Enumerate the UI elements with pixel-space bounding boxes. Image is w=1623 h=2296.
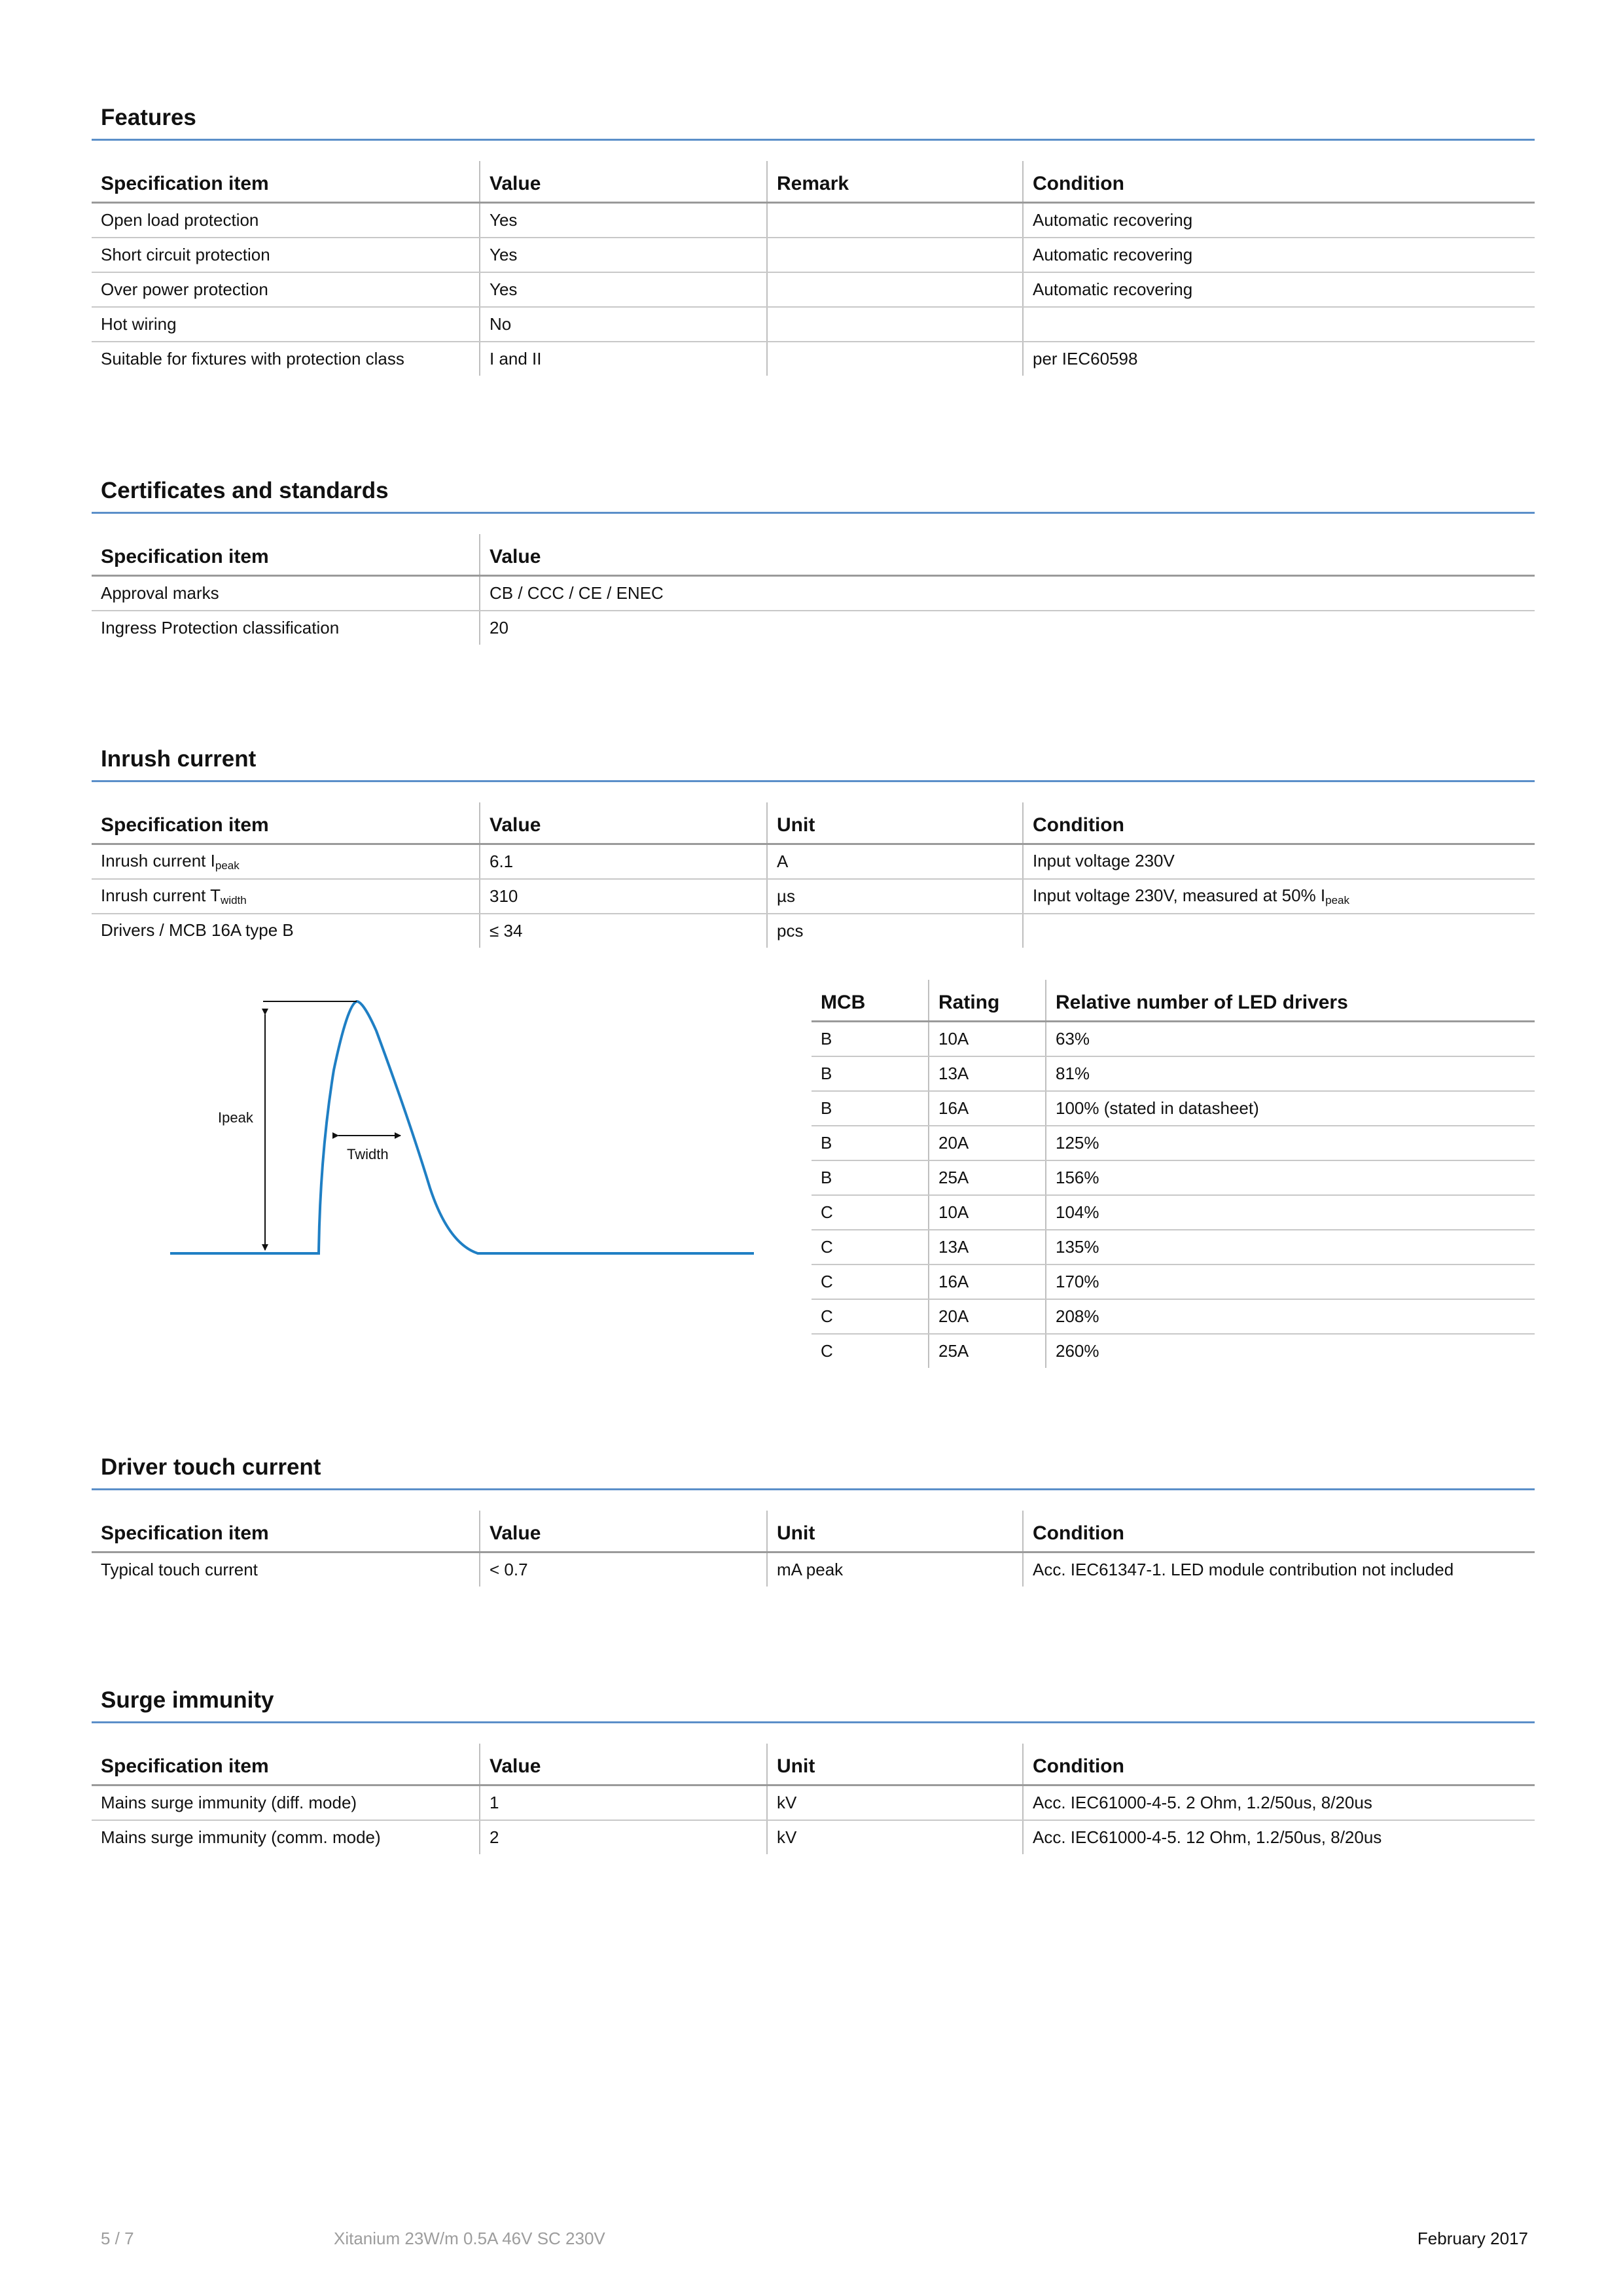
table-cell: Hot wiring <box>92 307 480 342</box>
column-header: Value <box>480 1511 767 1552</box>
column-header: Value <box>480 161 767 203</box>
condition-text: Input voltage 230V, measured at 50% I <box>1033 886 1326 905</box>
table-header-row <box>92 161 1535 203</box>
surge-immunity-title: Surge immunity <box>101 1687 274 1713</box>
twidth-label: Twidth <box>347 1146 389 1162</box>
table-row <box>92 1552 1535 1587</box>
table-cell: B <box>812 1056 929 1091</box>
waveform-curve <box>170 1001 754 1253</box>
table-cell: Yes <box>480 238 767 272</box>
column-header: Unit <box>767 1744 1023 1785</box>
features-table <box>92 161 1535 376</box>
touch-current-title: Driver touch current <box>101 1454 321 1480</box>
certificates-section <box>92 475 1535 645</box>
section-divider <box>92 1488 1535 1490</box>
table-cell: mA peak <box>767 1552 1023 1587</box>
table-cell <box>1023 879 1535 914</box>
table-cell: 2 <box>480 1820 767 1854</box>
table-cell: Suitable for fixtures with protection class <box>101 349 404 368</box>
column-header: MCB <box>812 980 929 1022</box>
table-cell: CB / CCC / CE / ENEC <box>480 576 1535 611</box>
table-row <box>92 272 1535 307</box>
table-cell: 13A <box>929 1056 1046 1091</box>
table-header-row <box>92 802 1535 844</box>
table-row <box>812 1091 1535 1126</box>
table-cell: 81% <box>1046 1056 1535 1091</box>
column-header: Remark <box>767 161 1023 203</box>
table-cell: < 0.7 <box>480 1552 767 1587</box>
mcb-table <box>812 980 1535 1368</box>
table-cell: 260% <box>1046 1334 1535 1368</box>
table-cell: 1 <box>480 1785 767 1821</box>
subscript: peak <box>1325 894 1350 906</box>
table-cell: Acc. IEC61000-4-5. 12 Ohm, 1.2/50us, 8/20us <box>1023 1820 1535 1854</box>
table-row <box>812 1334 1535 1368</box>
features-title: Features <box>101 105 196 130</box>
section-divider <box>92 1721 1535 1723</box>
spec-item-text: Inrush current T <box>101 886 221 905</box>
table-cell <box>767 307 1023 342</box>
table-row <box>92 1820 1535 1854</box>
table-cell: Approval marks <box>92 576 480 611</box>
table-cell: 20 <box>480 611 1535 645</box>
table-cell: Mains surge immunity (diff. mode) <box>92 1785 480 1821</box>
table-cell: ≤ 34 <box>480 914 767 948</box>
table-header-row <box>812 980 1535 1022</box>
touch-current-section <box>92 1452 1535 1587</box>
table-cell: 170% <box>1046 1265 1535 1299</box>
table-cell: 20A <box>929 1126 1046 1160</box>
table-cell: 25A <box>929 1160 1046 1195</box>
subscript: peak <box>215 859 240 872</box>
column-header: Rating <box>929 980 1046 1022</box>
column-header: Value <box>480 1744 767 1785</box>
ipeak-label: Ipeak <box>218 1109 253 1126</box>
table-row <box>812 1265 1535 1299</box>
table-cell: Yes <box>480 203 767 238</box>
table-cell: C <box>812 1195 929 1230</box>
table-cell <box>1023 914 1535 948</box>
table-cell <box>767 238 1023 272</box>
table-cell: 10A <box>929 1195 1046 1230</box>
condition-text: Input voltage 230V <box>1033 851 1175 870</box>
table-row <box>812 1160 1535 1195</box>
table-cell: Typical touch current <box>101 1560 258 1579</box>
table-cell: Automatic recovering <box>1023 272 1535 307</box>
table-cell <box>92 914 480 948</box>
table-row <box>812 1126 1535 1160</box>
table-header-row <box>92 534 1535 576</box>
column-header: Unit <box>767 1511 1023 1552</box>
subscript: width <box>221 894 247 906</box>
table-row <box>92 611 1535 645</box>
column-header: Specification item <box>92 534 480 576</box>
table-cell <box>92 879 480 914</box>
table-cell: Automatic recovering <box>1023 203 1535 238</box>
table-row <box>92 879 1535 914</box>
column-header: Specification item <box>92 1744 480 1785</box>
table-cell: Ingress Protection classification <box>101 618 340 637</box>
table-cell: 104% <box>1046 1195 1535 1230</box>
column-header: Condition <box>1023 1511 1535 1552</box>
table-cell: 6.1 <box>480 844 767 880</box>
column-header: Condition <box>1023 802 1535 844</box>
table-cell: 208% <box>1046 1299 1535 1334</box>
table-cell: Over power protection <box>92 272 480 307</box>
certificates-table <box>92 534 1535 645</box>
section-divider <box>92 512 1535 514</box>
column-header: Specification item <box>92 1511 480 1552</box>
inrush-title: Inrush current <box>101 746 257 772</box>
table-header-row <box>92 1744 1535 1785</box>
table-cell: 20A <box>929 1299 1046 1334</box>
table-cell: C <box>812 1230 929 1265</box>
publication-date: February 2017 <box>1417 2229 1528 2248</box>
table-row <box>812 1230 1535 1265</box>
table-row <box>92 914 1535 948</box>
table-cell: No <box>480 307 767 342</box>
table-cell: B <box>812 1126 929 1160</box>
column-header: Unit <box>767 802 1023 844</box>
table-cell: C <box>812 1265 929 1299</box>
table-row <box>92 342 1535 376</box>
product-name: Xitanium 23W/m 0.5A 46V SC 230V <box>334 2229 605 2248</box>
table-cell: per IEC60598 <box>1023 342 1535 376</box>
surge-immunity-section <box>92 1685 1535 1854</box>
table-cell: Automatic recovering <box>1023 238 1535 272</box>
table-cell: 135% <box>1046 1230 1535 1265</box>
column-header: Condition <box>1023 1744 1535 1785</box>
table-row <box>812 1299 1535 1334</box>
certificates-title: Certificates and standards <box>101 478 389 503</box>
table-cell: Yes <box>480 272 767 307</box>
table-cell: 310 <box>480 879 767 914</box>
surge-immunity-table <box>92 1744 1535 1854</box>
inrush-table <box>92 802 1535 948</box>
column-header: Specification item <box>92 161 480 203</box>
table-cell: Mains surge immunity (comm. mode) <box>101 1827 381 1847</box>
table-cell: 16A <box>929 1265 1046 1299</box>
spec-item-text: Inrush current I <box>101 851 215 870</box>
table-cell <box>767 272 1023 307</box>
inrush-waveform-diagram <box>167 992 759 1266</box>
touch-current-table <box>92 1511 1535 1587</box>
table-cell: kV <box>767 1820 1023 1854</box>
mcb-table-container <box>812 980 1535 1368</box>
table-cell: Acc. IEC61347-1. LED module contribution not included <box>1023 1552 1535 1587</box>
table-cell: C <box>821 1341 833 1361</box>
table-cell: C <box>812 1299 929 1334</box>
table-cell: pcs <box>767 914 1023 948</box>
table-row <box>92 238 1535 272</box>
table-row <box>92 203 1535 238</box>
table-cell: 100% (stated in datasheet) <box>1046 1091 1535 1126</box>
features-section <box>92 102 1535 376</box>
table-cell: 10A <box>929 1022 1046 1057</box>
page-number: 5 / 7 <box>101 2229 134 2248</box>
column-header: Value <box>480 802 767 844</box>
column-header: Condition <box>1023 161 1535 203</box>
column-header: Value <box>480 534 1535 576</box>
column-header: Relative number of LED drivers <box>1046 980 1535 1022</box>
spec-item-text: Drivers / MCB 16A type B <box>101 920 294 940</box>
table-header-row <box>92 1511 1535 1552</box>
table-cell: kV <box>767 1785 1023 1821</box>
table-cell: 25A <box>929 1334 1046 1368</box>
table-cell: A <box>767 844 1023 880</box>
table-cell: I and II <box>480 342 767 376</box>
column-header: Specification item <box>92 802 480 844</box>
table-row <box>92 1785 1535 1821</box>
table-row <box>812 1022 1535 1057</box>
inrush-section <box>92 744 1535 948</box>
table-cell <box>92 844 480 880</box>
table-cell: Acc. IEC61000-4-5. 2 Ohm, 1.2/50us, 8/20us <box>1023 1785 1535 1821</box>
table-cell <box>767 203 1023 238</box>
table-cell: 125% <box>1046 1126 1535 1160</box>
table-cell: 13A <box>929 1230 1046 1265</box>
table-cell <box>767 342 1023 376</box>
section-divider <box>92 139 1535 141</box>
table-cell: Short circuit protection <box>92 238 480 272</box>
table-row <box>92 307 1535 342</box>
table-cell: B <box>812 1091 929 1126</box>
table-cell <box>1023 844 1535 880</box>
table-row <box>812 1056 1535 1091</box>
table-row <box>92 844 1535 880</box>
section-divider <box>92 780 1535 782</box>
table-row <box>812 1195 1535 1230</box>
table-cell: Open load protection <box>92 203 480 238</box>
table-cell: 156% <box>1046 1160 1535 1195</box>
table-row <box>92 576 1535 611</box>
table-cell: 63% <box>1046 1022 1535 1057</box>
table-cell: 16A <box>929 1091 1046 1126</box>
table-cell: B <box>812 1160 929 1195</box>
table-cell: µs <box>767 879 1023 914</box>
table-cell <box>1023 307 1535 342</box>
table-cell: B <box>812 1022 929 1057</box>
